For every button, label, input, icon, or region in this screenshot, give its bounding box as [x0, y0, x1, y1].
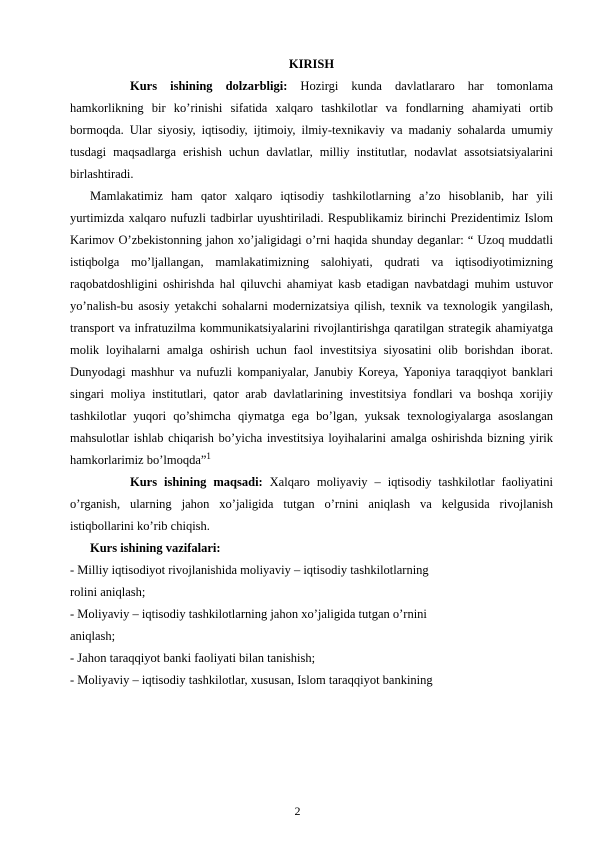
footnote-mark: 1: [206, 450, 211, 461]
task-line: - Moliyaviy – iqtisodiy tashkilotlarning jahon xo’jaligida tutgan o’rnini: [70, 607, 427, 621]
tasks-heading-text: Kurs ishining vazifalari:: [90, 541, 221, 555]
task-line: - Moliyaviy – iqtisodiy tashkilotlar, xususan, Islom taraqqiyot bankining: [70, 673, 433, 687]
heading-text: KIRISH: [288, 57, 335, 71]
context-text: Mamlakatimiz ham qator xalqaro iqtisodiy tashkilotlarning a’zo hisoblanib, har yili yurtimizda xalqaro nufuzli tadbirlar uyushtiriladi. Respublikamiz birinchi Prezidentimiz Islom Karimov O’zbekistonning jahon xo’jaligidagi o’rni haqida shunday deganlar: “ Uzoq muddatli istiqbolga mo’ljallangan, mamlakatimizning salohiyati, qudrati va iqtisodiyotimizning raqobatdoshligini oshirishda hal qiluvchi ahamiyat kasb etadigan navbatdagi muhim ustuvor yo’nalish-bu asosiy yetakchi sohalarni modernizatsiya qilish, texnik va texnologik yangilash, transport va infratuzilma kommunikatsiyalarini rivojlantirishga qaratilgan strategik ahamiyatga molik loyihalarni amalga oshirish uchun faol investitsiya siyosatini olib borishdan iborat. Dunyodagi mashhur va nufuzli kompaniyalar, Janubiy Koreya, Yaponiya taraqqiyot banklari singari moliya institutlari, qator arab davlatlarining investitsiya fondlari va boshqa xorijiy tashkilotlar yuqori qo’shimcha qiymatga ega bo’lgan, yuksak texnologiyalarga asoslangan mahsulotlar ishlab chiqarish bo’yicha investitsiya loyihalarini amalga oshirishda bizning yirik hamkorlarimiz bo’lmoqda”: [70, 189, 553, 467]
document-page: [70, 54, 553, 691]
tasks-heading: [70, 537, 553, 559]
section-heading: [70, 54, 553, 75]
task-line: aniqlash;: [70, 629, 116, 643]
goal-text: Xalqaro moliyaviy – iqtisodiy tashkilotlar faoliyatini o’rganish, ularning jahon xo’jaligida tutgan o’rnini aniqlash va kelgusida rivojlanish istiqbollarini ko’rib chiqish.: [70, 475, 553, 533]
relevance-label: Kurs ishining dolzarbligi:: [130, 79, 288, 93]
task-list: [70, 559, 553, 691]
paragraph-context: [70, 185, 553, 471]
page-number: 2: [294, 804, 301, 818]
task-line: - Jahon taraqqiyot banki faoliyati bilan tanishish;: [70, 651, 316, 665]
paragraph-goal: [70, 471, 553, 537]
task-line: rolini aniqlash;: [70, 585, 146, 599]
paragraph-relevance: [70, 75, 553, 185]
task-line: - Milliy iqtisodiyot rivojlanishida moliyaviy – iqtisodiy tashkilotlarning: [70, 563, 429, 577]
goal-label: Kurs ishining maqsadi:: [130, 475, 263, 489]
relevance-text: Hozirgi kunda davlatlararo har tomonlama hamkorlikning bir ko’rinishi sifatida xalqaro tashkilotlar va fondlarning ahamiyati ortib bormoqda. Ular siyosiy, iqtisodiy, ijtimoiy, ilmiy-texnikaviy va madaniy sohalarda umumiy tusdagi maqsadlarga erishish uchun davlatlar, milliy institutlar, nodavlat assotsiatsiyalarini birlashtiradi.: [70, 79, 553, 181]
